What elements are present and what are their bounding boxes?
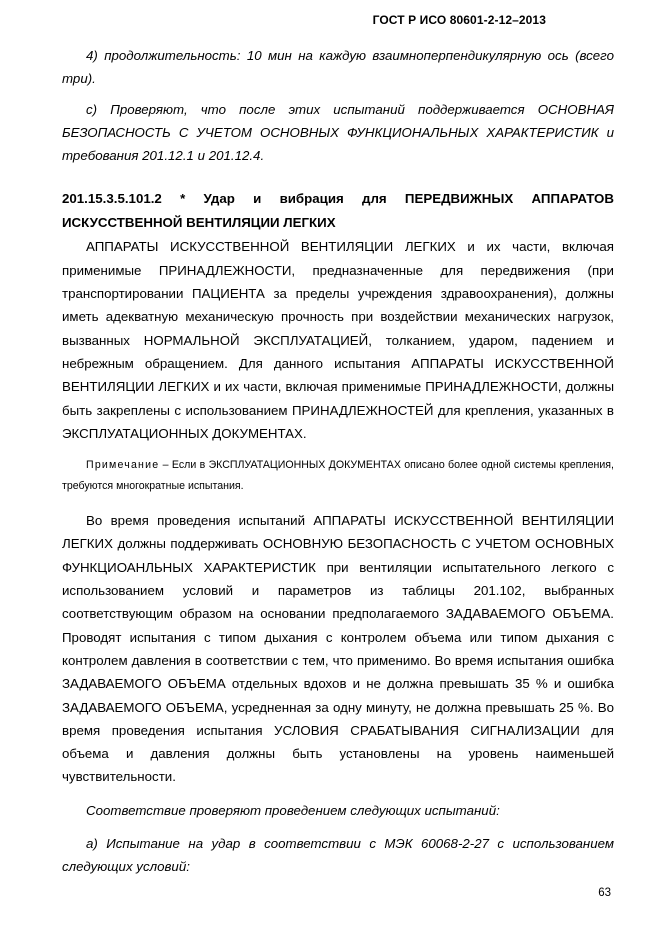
note-paragraph (62, 455, 614, 497)
paragraph-conformity: Соответствие проверяют проведением следующих испытаний: (86, 802, 500, 818)
paragraph-check-c: с) Проверяют, что после этих испытаний поддерживается ОСНОВНАЯ БЕЗОПАСНОСТЬ С УЧЕТОМ ОСНОВНЫХ ФУНКЦИОНАЛЬНЫХ ХАРАКТЕРИСТИК и требования 201.12.1 и 201.12.4. (62, 101, 614, 164)
paragraph-duration: 4) продолжительность: 10 мин на каждую взаимноперпендикулярную ось (всего три). (62, 48, 614, 87)
paragraph-during-tests: Во время проведения испытаний АППАРАТЫ ИСКУССТВЕННОЙ ВЕНТИЛЯЦИИ ЛЕГКИХ должны поддерживать ОСНОВНУЮ БЕЗОПАСНОСТЬ С УЧЕТОМ ОСНОВНЫХ ФУНКЦИОАНЛЬНЫХ ХАРАКТЕРИСТИК при вентиляции испытательного легкого с использованием условий и параметров из таблицы 201.102, выбранных соответствующим образом на основании предполагаемого ЗАДАВАЕМОГО ОБЪЕМА. Проводят испытания с типом дыхания с контролем объема или типом дыхания с контролем давления в соответствии с тем, что применимо. Во время испытания ошибка ЗАДАВАЕМОГО ОБЪЕМА отдельных вдохов и не должна превышать 35 % и ошибка ЗАДАВАЕМОГО ОБЪЕМА, усредненная за одну минуту, не должна превышать 25 %. Во время проведения испытания УСЛОВИЯ СРАБАТЫВАНИЯ СИГНАЛИЗАЦИИ для объема и давления должны быть установлены на уровень наименьшей чувствительности. (62, 513, 614, 785)
paragraph-requirement: АППАРАТЫ ИСКУССТВЕННОЙ ВЕНТИЛЯЦИИ ЛЕГКИХ и их части, включая применимые ПРИНАДЛЕЖНОСТИ, предназначенные для передвижения (при транспортировании ПАЦИЕНТА за пределы учреждения здравоохранения), должны иметь адекватную механическую прочность при воздействии механических нагрузок, вызванных НОРМАЛЬНОЙ ЭКСПЛУАТАЦИЕЙ, толканием, ударом, падением и небрежным обращением. Для данного испытания АППАРАТЫ ИСКУССТВЕННОЙ ВЕНТИЛЯЦИИ ЛЕГКИХ и их части, включая применимые ПРИНАДЛЕЖНОСТИ, должны быть закреплены с использованием ПРИНАДЛЕЖНОСТЕЙ для крепления, указанных в ЭКСПЛУАТАЦИОННЫХ ДОКУМЕНТАХ. (62, 239, 614, 441)
paragraph-item-a: а) Испытание на удар в соответствии с МЭК 60068-2-27 с использованием следующих условий: (62, 836, 614, 875)
page-number: 63 (598, 887, 611, 899)
document-header: ГОСТ Р ИСО 80601-2-12–2013 (372, 13, 546, 27)
note-label: Примечание (86, 459, 160, 472)
document-body (62, 44, 614, 879)
note-text: – Если в ЭКСПЛУАТАЦИОННЫХ ДОКУМЕНТАХ описано более одной системы крепления, требуются многократные испытания. (62, 459, 614, 493)
section-heading: 201.15.3.5.101.2 * Удар и вибрация для ПЕРЕДВИЖНЫХ АППАРАТОВ ИСКУССТВЕННОЙ ВЕНТИЛЯЦИИ ЛЕГКИХ (62, 191, 614, 231)
